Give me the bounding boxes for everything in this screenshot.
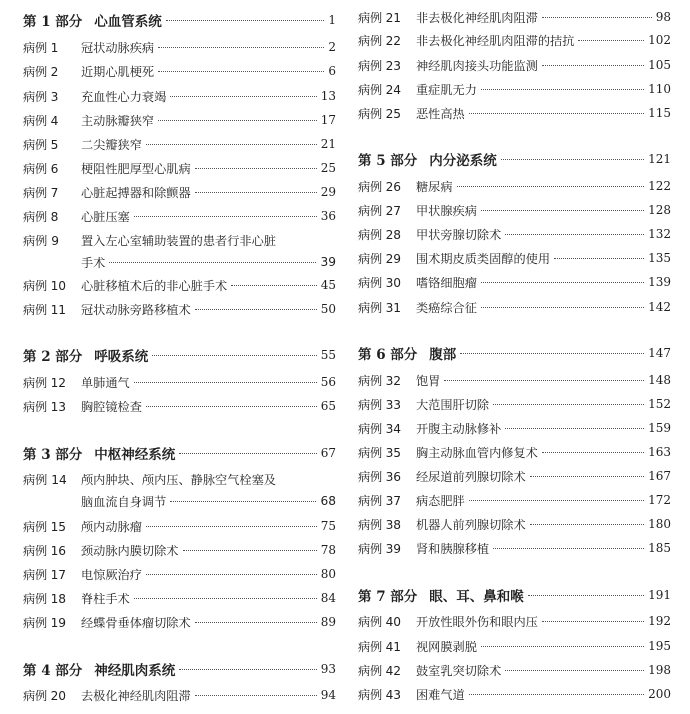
dot-leader: [195, 695, 317, 696]
entry-line-1: [23, 229, 336, 251]
toc-entry[interactable]: [358, 465, 671, 487]
case-number: 病例 33: [358, 397, 401, 412]
case-title: 机器人前列腺切除术: [416, 517, 526, 532]
dot-leader: [170, 96, 316, 97]
dot-leader: [152, 355, 316, 356]
dot-leader: [146, 406, 317, 407]
toc-entry[interactable]: [23, 85, 336, 107]
case-title: 心脏压塞: [81, 209, 130, 224]
dot-leader: [505, 670, 644, 671]
dot-leader: [134, 598, 317, 599]
toc-entry[interactable]: [23, 157, 336, 179]
section-number: 第 5 部分: [358, 153, 418, 169]
case-number: 病例 21: [358, 10, 401, 25]
dot-leader: [158, 71, 324, 72]
case-title: 主动脉瓣狭窄: [81, 113, 155, 128]
section-heading[interactable]: [358, 584, 671, 606]
toc-entry[interactable]: [23, 515, 336, 537]
dot-leader: [134, 382, 317, 383]
page-number: 148: [648, 373, 671, 387]
case-title: 非去极化神经肌肉阻滞: [416, 10, 538, 25]
page-number: 163: [648, 445, 671, 459]
toc-entry[interactable]: [23, 563, 336, 585]
page-number: 56: [320, 375, 336, 389]
section-heading[interactable]: [23, 344, 336, 366]
page-number: 65: [320, 399, 336, 413]
case-title: 经蝶骨垂体瘤切除术: [81, 615, 191, 630]
section-title: 眼、耳、鼻和喉: [429, 589, 524, 605]
page-number: 200: [648, 687, 671, 701]
section-title: 神经肌肉系统: [94, 663, 176, 679]
toc-entry[interactable]: [358, 78, 671, 100]
page-number: 94: [320, 688, 336, 702]
dot-leader: [170, 501, 316, 502]
case-number: 病例 36: [358, 469, 401, 484]
page-number: 195: [648, 639, 671, 653]
case-number: 病例 3: [23, 89, 59, 104]
case-title: 冠状动脉旁路移植术: [81, 302, 191, 317]
toc-entry[interactable]: [358, 296, 671, 318]
page-number: 180: [648, 517, 671, 531]
section-heading[interactable]: [23, 442, 336, 464]
section-title: 中枢神经系统: [94, 447, 176, 463]
dot-leader: [493, 404, 644, 405]
page-number: 147: [648, 346, 671, 360]
case-title: 心脏移植术后的非心脏手术: [81, 278, 228, 293]
case-number: 病例 30: [358, 275, 401, 290]
page-number: 55: [320, 348, 336, 362]
case-number: 病例 22: [358, 33, 401, 48]
dot-leader: [179, 453, 316, 454]
case-number: 病例 12: [23, 375, 66, 390]
case-number: 病例 16: [23, 543, 66, 558]
toc-entry[interactable]: [23, 684, 336, 706]
case-number: 病例 28: [358, 227, 401, 242]
case-title: 去极化神经肌肉阻滞: [81, 688, 191, 703]
page-number: 167: [648, 469, 671, 483]
dot-leader: [158, 120, 317, 121]
page-number: 152: [648, 397, 671, 411]
dot-leader: [554, 258, 644, 259]
dot-leader: [158, 47, 324, 48]
page-number: 2: [328, 40, 336, 54]
toc-entry[interactable]: [358, 537, 671, 559]
section-title: 呼吸系统: [94, 349, 149, 365]
section-heading[interactable]: [23, 9, 336, 31]
page-number: 192: [648, 614, 671, 628]
dot-leader: [195, 309, 317, 310]
case-title: 重症肌无力: [416, 82, 477, 97]
page-number: 67: [320, 446, 336, 460]
page-number: 50: [320, 302, 336, 316]
case-title: 脊柱手术: [81, 591, 130, 606]
dot-leader: [481, 89, 644, 90]
toc-entry[interactable]: [23, 395, 336, 417]
dot-leader: [530, 524, 644, 525]
toc-entry[interactable]: [358, 441, 671, 463]
dot-leader: [444, 380, 644, 381]
case-title: 梗阻性肥厚型心肌病: [81, 161, 191, 176]
case-title: 单肺通气: [81, 375, 130, 390]
case-title: 开放性眼外伤和眼内压: [416, 614, 538, 629]
case-title: 困难气道: [416, 687, 465, 702]
dot-leader: [542, 621, 644, 622]
case-number: 病例 27: [358, 203, 401, 218]
toc-entry[interactable]: [358, 175, 671, 197]
case-title: 鼓室乳突切除术: [416, 663, 502, 678]
toc-entry[interactable]: [23, 371, 336, 393]
case-title: 二尖瓣狭窄: [81, 137, 142, 152]
case-number: 病例 31: [358, 300, 401, 315]
toc-entry[interactable]: [23, 539, 336, 561]
dot-leader: [195, 192, 317, 193]
dot-leader: [578, 40, 644, 41]
toc-entry[interactable]: [358, 659, 671, 681]
dot-leader: [469, 113, 644, 114]
case-number: 病例 5: [23, 137, 59, 152]
section-number: 第 6 部分: [358, 347, 418, 363]
toc-entry[interactable]: [358, 513, 671, 535]
dot-leader: [183, 550, 317, 551]
page-number: 78: [320, 543, 336, 557]
dot-leader: [530, 476, 644, 477]
toc-entry[interactable]: [23, 587, 336, 609]
section-number: 第 2 部分: [23, 349, 83, 365]
dot-leader: [469, 500, 644, 501]
entry-line-2: [23, 251, 336, 273]
case-number: 病例 1: [23, 40, 59, 55]
page-number: 84: [320, 591, 336, 605]
case-number: 病例 15: [23, 519, 66, 534]
page-number: 191: [648, 588, 671, 602]
dot-leader: [481, 307, 644, 308]
dot-leader: [179, 669, 316, 670]
dot-leader: [146, 574, 317, 575]
page-number: 172: [648, 493, 671, 507]
case-title: 视网膜剥脱: [416, 639, 477, 654]
case-title: 开腹主动脉修补: [416, 421, 502, 436]
section-title: 腹部: [429, 347, 457, 363]
section-title: 心血管系统: [94, 14, 162, 30]
toc-entry[interactable]: [358, 29, 671, 51]
toc-entry[interactable]: [358, 54, 671, 76]
case-number: 病例 14: [23, 472, 67, 487]
case-title: 颈动脉内膜切除术: [81, 543, 179, 558]
case-number: 病例 40: [358, 614, 401, 629]
section-number: 第 4 部分: [23, 663, 83, 679]
case-number: 病例 19: [23, 615, 66, 630]
dot-leader: [493, 548, 644, 549]
toc-entry[interactable]: [358, 102, 671, 124]
page-number: 29: [320, 185, 336, 199]
case-number: 病例 7: [23, 185, 59, 200]
case-number: 病例 34: [358, 421, 401, 436]
toc-entry[interactable]: [358, 393, 671, 415]
case-title-continued: 脑血流自身调节: [81, 494, 167, 509]
page-number: 45: [320, 278, 336, 292]
section-number: 第 7 部分: [358, 589, 418, 605]
case-number: 病例 23: [358, 58, 401, 73]
page-number: 185: [648, 541, 671, 555]
case-title: 电惊厥治疗: [81, 567, 142, 582]
page-number: 105: [648, 58, 671, 72]
case-number: 病例 8: [23, 209, 59, 224]
case-number: 病例 43: [358, 687, 401, 702]
toc-entry[interactable]: [23, 468, 336, 512]
dot-leader: [528, 595, 644, 596]
section-title: 内分泌系统: [429, 153, 497, 169]
page-number: 68: [320, 494, 336, 508]
case-title: 颅内动脉瘤: [81, 519, 142, 534]
dot-leader: [231, 285, 316, 286]
toc-entry[interactable]: [358, 635, 671, 657]
toc-entry[interactable]: [23, 205, 336, 227]
case-title: 围术期皮质类固醇的使用: [416, 251, 551, 266]
case-number: 病例 4: [23, 113, 59, 128]
case-title: 颅内肿块、颅内压、静脉空气栓塞及: [81, 472, 276, 487]
toc-entry[interactable]: [23, 298, 336, 320]
dot-leader: [481, 210, 644, 211]
case-title: 恶性高热: [416, 106, 465, 121]
page-number: 21: [320, 137, 336, 151]
case-title: 饱胃: [416, 373, 441, 388]
dot-leader: [542, 65, 644, 66]
page-number: 139: [648, 275, 671, 289]
toc-entry[interactable]: [23, 36, 336, 58]
page-number: 1: [328, 13, 336, 27]
toc-entry[interactable]: [358, 6, 671, 28]
page-number: 198: [648, 663, 671, 677]
toc-entry[interactable]: [358, 417, 671, 439]
page-number: 115: [648, 106, 671, 120]
section-heading[interactable]: [23, 658, 336, 680]
section-heading[interactable]: [358, 148, 671, 170]
page-number: 39: [320, 255, 336, 269]
dot-leader: [481, 282, 644, 283]
dot-leader: [195, 168, 317, 169]
dot-leader: [457, 186, 645, 187]
case-title: 胸主动脉血管内修复术: [416, 445, 538, 460]
case-number: 病例 9: [23, 233, 60, 248]
toc-entry[interactable]: [358, 247, 671, 269]
case-number: 病例 29: [358, 251, 401, 266]
case-title: 经尿道前列腺切除术: [416, 469, 526, 484]
page-number: 121: [648, 152, 671, 166]
case-number: 病例 24: [358, 82, 401, 97]
case-number: 病例 6: [23, 161, 59, 176]
dot-leader: [146, 526, 317, 527]
case-number: 病例 37: [358, 493, 401, 508]
entry-line-2: [23, 490, 336, 512]
page-number: 128: [648, 203, 671, 217]
section-number: 第 3 部分: [23, 447, 83, 463]
toc-entry[interactable]: [358, 271, 671, 293]
case-number: 病例 2: [23, 64, 59, 79]
page-number: 122: [648, 179, 671, 193]
case-number: 病例 17: [23, 567, 66, 582]
page-number: 80: [320, 567, 336, 581]
case-title: 神经肌肉接头功能监测: [416, 58, 538, 73]
dot-leader: [505, 234, 644, 235]
case-number: 病例 42: [358, 663, 401, 678]
case-title: 置入左心室辅助装置的患者行非心脏: [81, 233, 276, 248]
case-number: 病例 26: [358, 179, 401, 194]
toc-entry[interactable]: [23, 229, 336, 273]
entry-line-1: [23, 468, 336, 490]
dot-leader: [501, 159, 644, 160]
page-number: 98: [655, 10, 671, 24]
toc-entry[interactable]: [23, 109, 336, 131]
page-number: 17: [320, 113, 336, 127]
dot-leader: [542, 17, 652, 18]
toc-entry[interactable]: [23, 133, 336, 155]
case-title: 肾和胰腺移植: [416, 541, 490, 556]
page-number: 89: [320, 615, 336, 629]
dot-leader: [481, 646, 644, 647]
page-number: 75: [320, 519, 336, 533]
case-number: 病例 18: [23, 591, 66, 606]
case-title: 非去极化神经肌肉阻滞的拮抗: [416, 33, 575, 48]
toc-entry[interactable]: [358, 610, 671, 632]
case-title: 病态肥胖: [416, 493, 465, 508]
page-number: 36: [320, 209, 336, 223]
toc-entry[interactable]: [23, 274, 336, 296]
toc-entry[interactable]: [23, 60, 336, 82]
dot-leader: [146, 144, 317, 145]
case-title: 胸腔镜检查: [81, 399, 142, 414]
case-number: 病例 41: [358, 639, 401, 654]
case-title: 甲状旁腺切除术: [416, 227, 502, 242]
case-title: 大范围肝切除: [416, 397, 490, 412]
case-number: 病例 25: [358, 106, 401, 121]
page-number: 110: [648, 82, 671, 96]
toc-entry[interactable]: [23, 611, 336, 633]
dot-leader: [195, 622, 317, 623]
toc-entry[interactable]: [358, 489, 671, 511]
toc-entry[interactable]: [358, 199, 671, 221]
case-number: 病例 10: [23, 278, 66, 293]
case-title-continued: 手术: [81, 255, 106, 270]
toc-entry[interactable]: [358, 223, 671, 245]
page-number: 142: [648, 300, 671, 314]
dot-leader: [109, 262, 316, 263]
page-number: 132: [648, 227, 671, 241]
page-number: 25: [320, 161, 336, 175]
case-title: 冠状动脉疾病: [81, 40, 155, 55]
dot-leader: [469, 694, 644, 695]
section-heading[interactable]: [358, 342, 671, 364]
toc-entry[interactable]: [358, 369, 671, 391]
case-title: 嗜铬细胞瘤: [416, 275, 477, 290]
page-number: 102: [648, 33, 671, 47]
dot-leader: [542, 452, 644, 453]
case-title: 糖尿病: [416, 179, 453, 194]
case-number: 病例 35: [358, 445, 401, 460]
case-title: 甲状腺疾病: [416, 203, 477, 218]
case-title: 近期心肌梗死: [81, 64, 155, 79]
dot-leader: [134, 216, 317, 217]
case-title: 心脏起搏器和除颤器: [81, 185, 191, 200]
section-number: 第 1 部分: [23, 14, 83, 30]
dot-leader: [460, 353, 644, 354]
toc-entry[interactable]: [358, 683, 671, 705]
case-title: 类癌综合征: [416, 300, 477, 315]
case-number: 病例 20: [23, 688, 66, 703]
case-number: 病例 11: [23, 302, 66, 317]
dot-leader: [505, 428, 644, 429]
page-number: 6: [328, 64, 336, 78]
case-number: 病例 13: [23, 399, 66, 414]
case-number: 病例 39: [358, 541, 401, 556]
case-title: 充血性心力衰竭: [81, 89, 167, 104]
page-number: 135: [648, 251, 671, 265]
case-number: 病例 38: [358, 517, 401, 532]
dot-leader: [166, 20, 325, 21]
case-number: 病例 32: [358, 373, 401, 388]
toc-entry[interactable]: [23, 181, 336, 203]
page-number: 93: [320, 662, 336, 676]
page-number: 159: [648, 421, 671, 435]
page-number: 13: [320, 89, 336, 103]
